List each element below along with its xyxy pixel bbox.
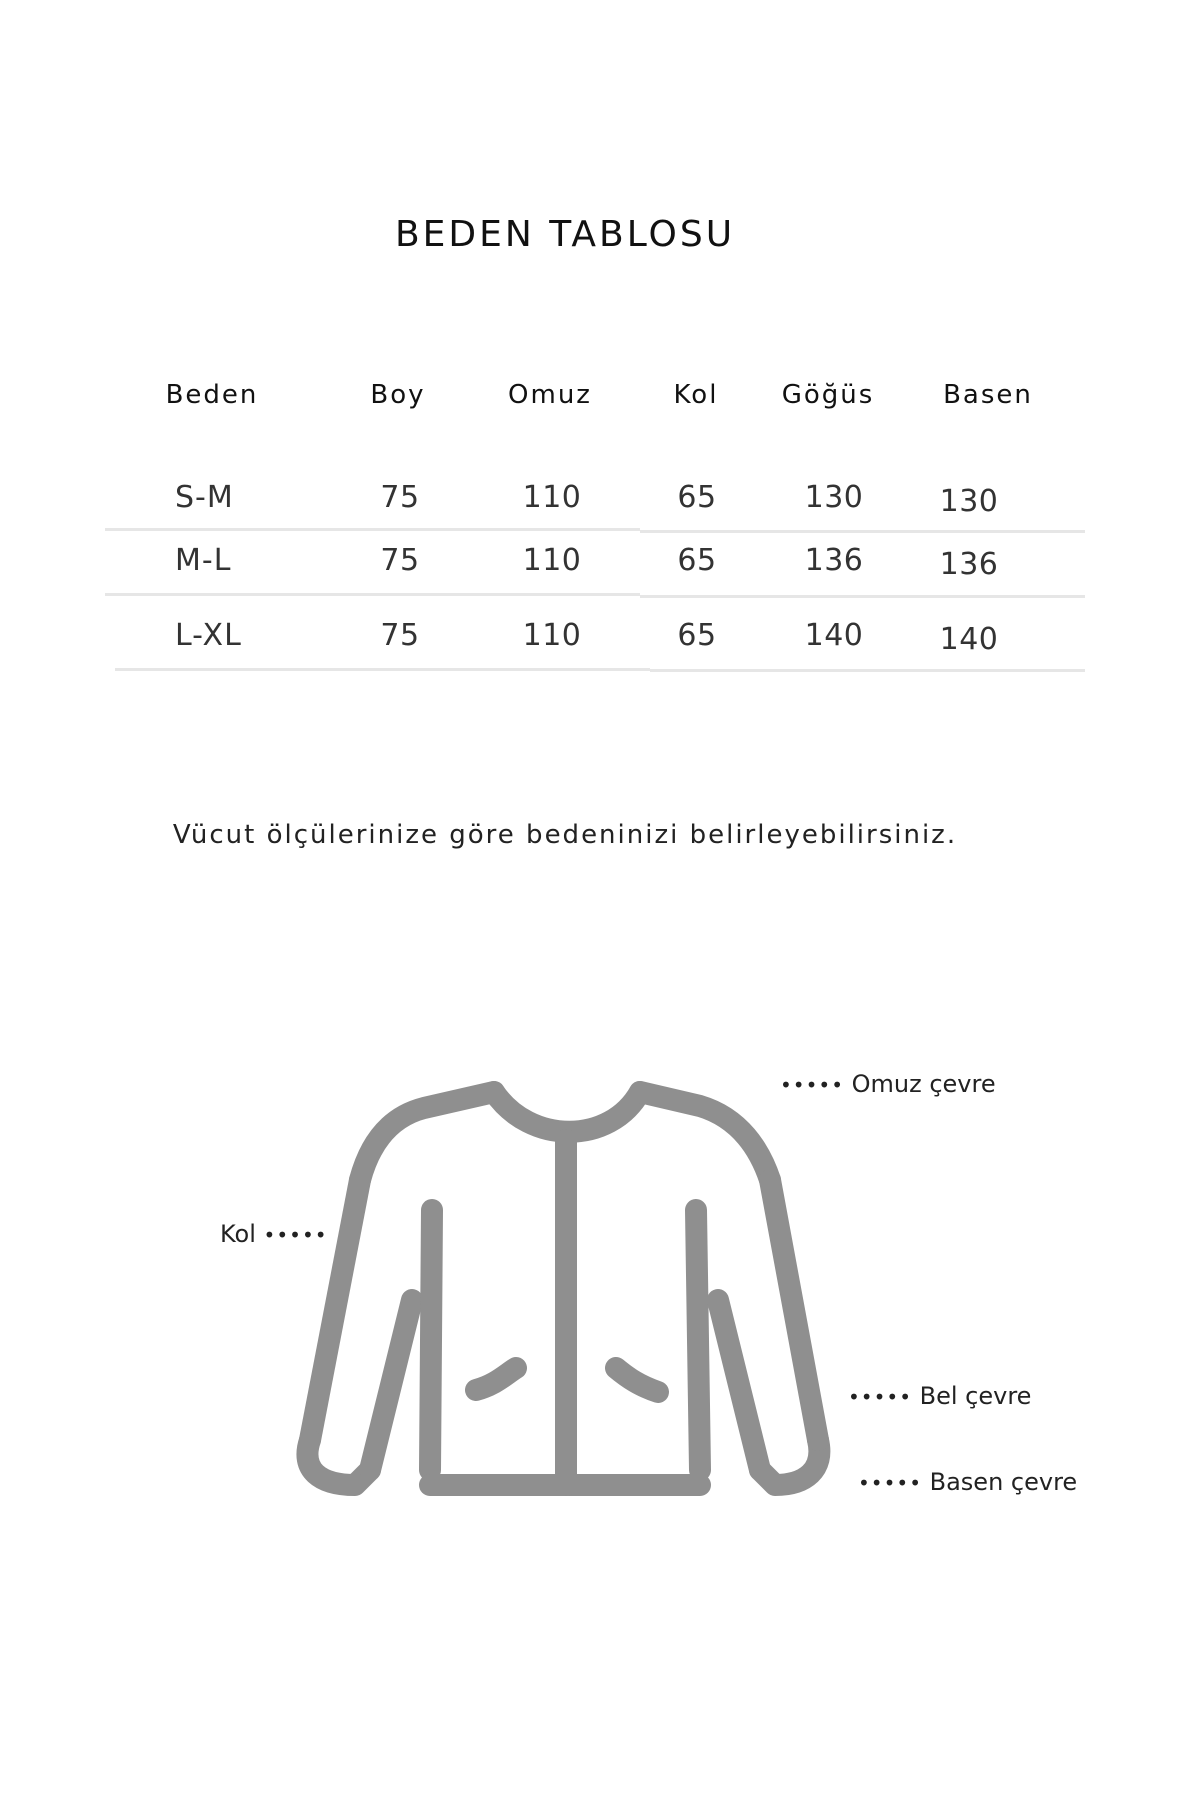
- header-kol: Kol: [673, 380, 719, 410]
- header-beden: Beden: [165, 380, 259, 410]
- basen-cell: 140: [939, 622, 999, 657]
- left-body-side: [430, 1210, 432, 1470]
- kol-cell: 65: [677, 543, 717, 578]
- collar-line: [494, 1092, 640, 1132]
- left-sleeve-outer: [310, 1180, 360, 1440]
- kol-cell: 65: [677, 480, 717, 515]
- hip-label: ••••• Basen çevre: [858, 1468, 1078, 1496]
- right-sleeve-outer: [770, 1180, 818, 1440]
- omuz-cell: 110: [522, 543, 582, 578]
- right-pocket: [616, 1368, 658, 1392]
- right-shoulder-line: [640, 1092, 770, 1180]
- boy-cell: 75: [380, 618, 420, 653]
- omuz-cell: 110: [522, 480, 582, 515]
- dotted-leader: •••••: [848, 1385, 912, 1409]
- gogus-cell: 130: [804, 480, 864, 515]
- left-sleeve-inner: [370, 1300, 412, 1470]
- basen-cell: 136: [939, 547, 999, 582]
- right-sleeve-inner: [718, 1300, 760, 1470]
- dotted-leader: •••••: [263, 1223, 328, 1247]
- dotted-leader: •••••: [780, 1073, 844, 1097]
- boy-cell: 75: [380, 480, 420, 515]
- basen-cell: 130: [939, 484, 999, 519]
- measurement-note: Vücut ölçülerinize göre bedeninizi belirleyebilirsiniz.: [172, 820, 958, 850]
- boy-cell: 75: [380, 543, 420, 578]
- left-pocket: [476, 1368, 516, 1390]
- waist-label: ••••• Bel çevre: [848, 1382, 1032, 1410]
- dotted-leader: •••••: [858, 1471, 922, 1495]
- omuz-cell: 110: [522, 618, 582, 653]
- kol-cell: 65: [677, 618, 717, 653]
- gogus-cell: 136: [804, 543, 864, 578]
- size-cell: L-XL: [175, 618, 242, 653]
- page-title: BEDEN TABLOSU: [394, 214, 736, 255]
- sleeve-label: Kol •••••: [220, 1220, 328, 1248]
- header-basen: Basen: [943, 380, 1033, 410]
- header-boy: Boy: [370, 380, 426, 410]
- shoulder-label: ••••• Omuz çevre: [780, 1070, 996, 1098]
- right-body-side: [696, 1210, 700, 1470]
- size-cell: M-L: [175, 543, 232, 578]
- left-shoulder-line: [360, 1092, 494, 1180]
- header-gogus: Göğüs: [781, 380, 875, 410]
- gogus-cell: 140: [804, 618, 864, 653]
- size-cell: S-M: [175, 480, 234, 515]
- header-omuz: Omuz: [508, 380, 592, 410]
